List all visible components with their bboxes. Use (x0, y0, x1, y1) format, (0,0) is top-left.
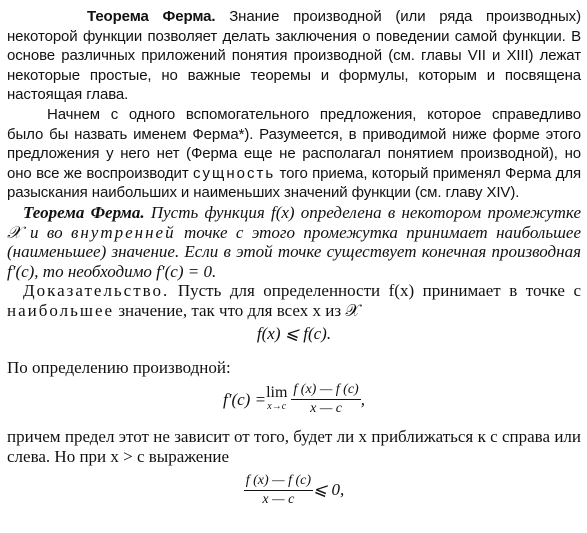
spacer (7, 346, 581, 358)
proof-spaced-word: наибольшее (7, 301, 115, 321)
limit-subscript: x→c (267, 400, 287, 412)
theorem-spaced-word: внутренней (70, 222, 176, 242)
history-spaced-word: сущность (193, 164, 276, 182)
paragraph-intro (7, 7, 581, 105)
formula-quotient-nonpositive (7, 473, 581, 508)
difference-quotient (291, 382, 360, 417)
paragraph-limit-direction: причем предел этот не зависит от того, будет ли x приближаться к c справа или слева. Но при x > c выражение (7, 427, 581, 466)
proof-text-b: значение, так что для всех x из 𝒳 (114, 301, 360, 321)
formula-lhs: f′(c) = (223, 389, 267, 409)
formula-tail-2: ⩽ 0, (313, 480, 345, 500)
proof-paragraph (7, 281, 581, 320)
formula-inequality: f(x) ⩽ f(c). (256, 323, 332, 343)
paragraph-intro-text: Знание производной (или ряда производных) некоторой функции позволяет делать заключения о поведении самой функции. В основе различных приложений понятия производной (см. главы VII и XIII) лежат некоторые простые, но важные теоремы и формулы, которым и посвящена настоящая глава. (7, 8, 581, 104)
history-text-b: того приема, который применял Ферма для разыскания наибольших и наименьших значений функции (см. главу XIV). (7, 164, 581, 202)
fraction-denominator-2: x — c (262, 491, 295, 507)
difference-quotient-2 (244, 473, 313, 508)
theorem-heading: Теорема Ферма. (23, 202, 145, 222)
limit-operator (266, 383, 288, 414)
proof-text-a: Пусть для определенности f(x) принимает в точке c (169, 281, 581, 301)
theorem-text-b: точке с этого промежутка принимает наибольшее (наименьшее) значение. Если в этой точке существует конечная производная f′(c), то необходимо f′(c) = 0. (7, 222, 581, 281)
paragraph-derivative-def: По определению производной: (7, 358, 231, 378)
proof-label: Доказательство. (23, 281, 170, 301)
formula-tail: , (360, 389, 365, 409)
theorem-text-a: Пусть функция f(x) определена в некотором промежутке 𝒳 и во (7, 202, 581, 242)
history-text-a: Начнем с одного вспомогательного предложения, которое справедливо было бы назвать именем Ферма*). Разумеется, в приводимой ниже форме этого предложения у него нет (Ферма еще не располагал понятием производной), но оно все же воспроизводит (7, 105, 581, 182)
theorem-statement (7, 203, 581, 281)
fraction-denominator: x — c (310, 401, 342, 417)
section-heading: Теорема Ферма. (87, 8, 216, 25)
limit-word: lim (266, 383, 288, 401)
paragraph-fermat-history (7, 105, 581, 203)
fraction-numerator: f (x) — f (c) (291, 382, 360, 400)
formula-derivative-limit (7, 382, 581, 417)
fraction-numerator-2: f (x) — f (c) (244, 473, 313, 491)
